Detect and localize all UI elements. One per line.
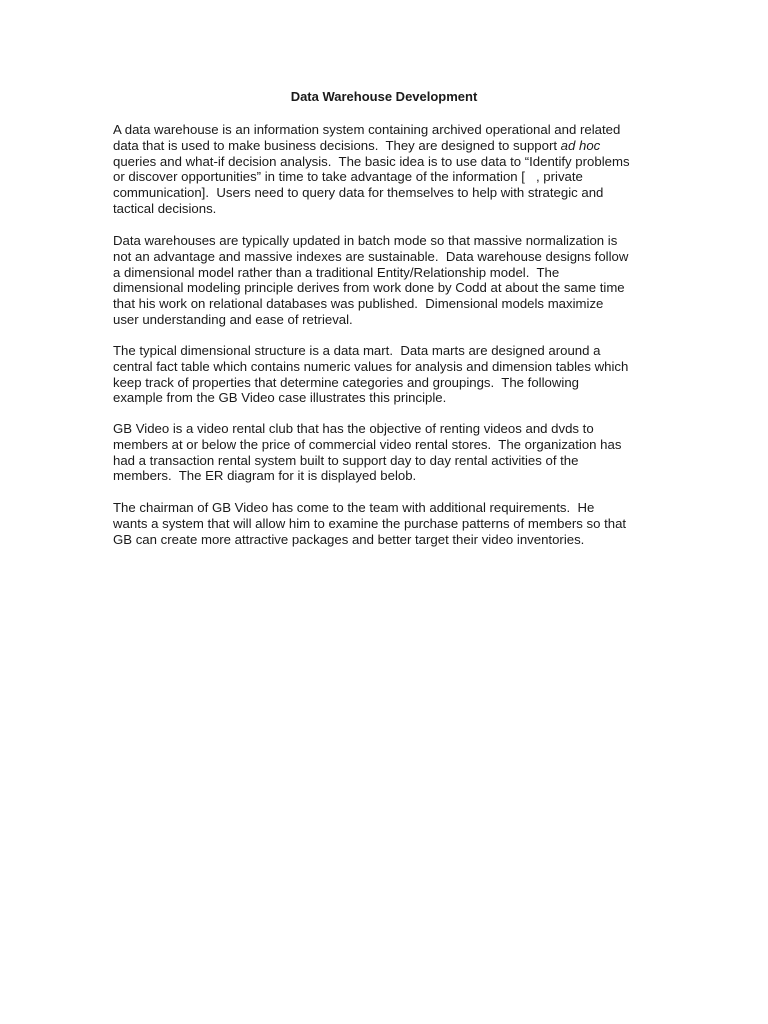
- text-line: Data warehouses are typically updated in batch mode so that massive normalization is: [113, 233, 618, 248]
- paragraph-data-mart: [113, 343, 673, 406]
- text-segment: data that is used to make business decisions. They are designed to support: [113, 137, 561, 153]
- text-line: The chairman of GB Video has come to the team with additional requirements. He: [113, 500, 595, 515]
- text-line: not an advantage and massive indexes are sustainable. Data warehouse designs follow: [113, 248, 629, 264]
- text-line: members. The ER diagram for it is displayed belob.: [113, 468, 417, 484]
- italic-term: ad hoc: [560, 137, 601, 153]
- text-line: members at or below the price of commercial video rental stores. The organization has: [113, 436, 622, 452]
- paragraph-data-warehouse-definition: [113, 122, 673, 217]
- text-line: central fact table which contains numeric values for analysis and dimension tables which: [113, 358, 629, 374]
- text-line: The typical dimensional structure is a data mart. Data marts are designed around a: [113, 343, 601, 358]
- text-line: tactical decisions.: [113, 200, 217, 216]
- text-line: GB Video is a video rental club that has the objective of renting videos and dvds to: [113, 421, 594, 436]
- text-line: had a transaction rental system built to support day to day rental activities of the: [113, 452, 579, 468]
- text-line: [113, 138, 673, 154]
- text-line: or discover opportunities” in time to take advantage of the information [ , private: [113, 169, 583, 185]
- text-line: user understanding and ease of retrieval.: [113, 311, 353, 327]
- text-line: example from the GB Video case illustrates this principle.: [113, 390, 447, 406]
- text-line: keep track of properties that determine categories and groupings. The following: [113, 374, 579, 390]
- text-line: queries and what-if decision analysis. The basic idea is to use data to “Identify problems: [113, 153, 630, 169]
- text-line: communication]. Users need to query data for themselves to help with strategic and: [113, 185, 604, 201]
- paragraph-gb-video: [113, 421, 673, 484]
- text-line: a dimensional model rather than a traditional Entity/Relationship model. The: [113, 264, 560, 280]
- text-line: wants a system that will allow him to examine the purchase patterns of members so that: [113, 515, 627, 531]
- text-line: dimensional modeling principle derives from work done by Codd at about the same time: [113, 280, 625, 296]
- paragraph-dimensional-model: [113, 233, 673, 328]
- text-line: that his work on relational databases was published. Dimensional models maximize: [113, 296, 604, 312]
- text-line: GB can create more attractive packages and better target their video inventories.: [113, 531, 585, 547]
- text-line: A data warehouse is an information system containing archived operational and related: [113, 122, 621, 137]
- paragraph-chairman-requirements: [113, 500, 673, 547]
- document-title: Data Warehouse Development: [290, 89, 478, 104]
